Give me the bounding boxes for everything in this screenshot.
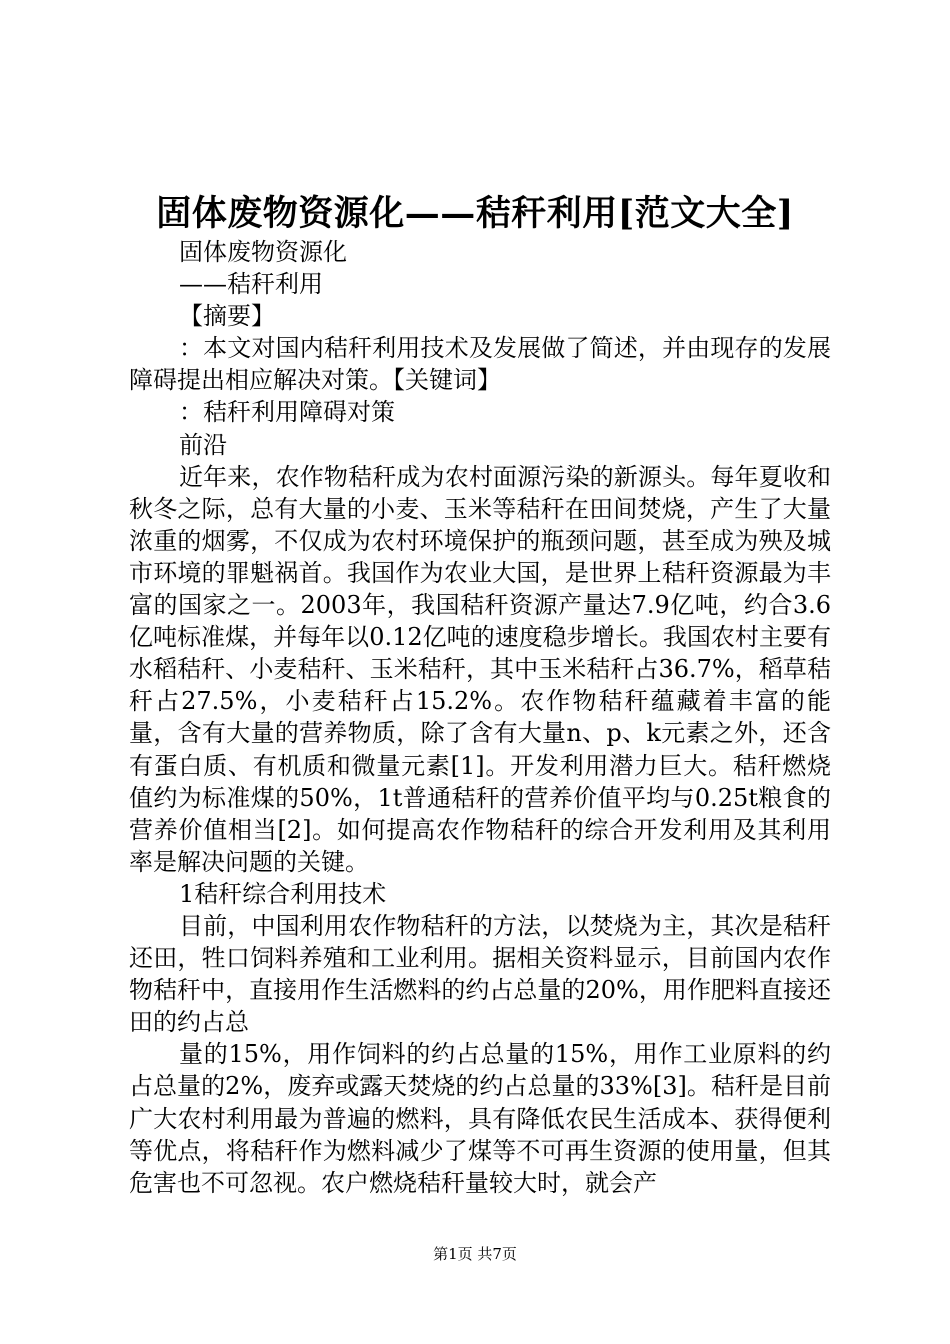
paragraph-3: 量的15%，用作饲料的约占总量的15%，用作工业原料的约占总量的2%，废弃或露天焚烧的约占总量的33%[3]。秸秆是目前广大农村利用最为普遍的燃料，具有降低农民生活成本、获得便利等优点，将秸秆作为燃料减少了煤等不可再生资源的使用量，但其危害也不可忽视。农户燃烧秸秆量较大时，就会产: [129, 1040, 831, 1197]
document-body: [129, 236, 831, 1199]
subtitle-line-1: 固体废物资源化: [179, 238, 347, 266]
foreword-heading: 前沿: [179, 430, 227, 459]
paragraph-1: 近年来，农作物秸秆成为农村面源污染的新源头。每年夏收和秋冬之际，总有大量的小麦、玉米等秸秆在田间焚烧，产生了大量浓重的烟雾，不仅成为农村环境保护的瓶颈问题，甚至成为殃及城市环境的罪魁祸首。我国作为农业大国，是世界上秸秆资源最为丰富的国家之一。2003年，我国秸秆资源产量达7.9亿吨，约合3.6亿吨标准煤，并每年以0.12亿吨的速度稳步增长。我国农村主要有水稻秸秆、小麦秸秆、玉米秸秆，其中玉米秸秆占36.7%，稻草秸秆占27.5%，小麦秸秆占15.2%。农作物秸秆蕴藏着丰富的能量，含有大量的营养物质，除了含有大量n、p、k元素之外，还含有蛋白质、有机质和微量元素[1]。开发利用潜力巨大。秸秆燃烧值约为标准煤的50%，1t普通秸秆的营养价值平均与0.25t粮食的营养价值相当[2]。如何提高农作物秸秆的综合开发利用及其利用率是解决问题的关键。: [129, 462, 831, 876]
subtitle-line-2: ——秸秆利用: [179, 270, 323, 299]
page-footer: 第1页 共7页: [433, 1245, 517, 1263]
document-title: 固体废物资源化——秸秆利用[范文大全]: [156, 193, 794, 234]
keywords-text: ：秸秆利用障碍对策: [179, 398, 395, 427]
paragraph-2: 目前，中国利用农作物秸秆的方法，以焚烧为主，其次是秸秆还田，牲口饲料养殖和工业利用。据相关资料显示，目前国内农作物秸秆中，直接用作生活燃料的约占总量的20%，用作肥料直接还田的约占总: [129, 911, 831, 1037]
section-1-heading: 1秸秆综合利用技术: [179, 879, 387, 908]
abstract-heading: 【摘要】: [179, 302, 275, 331]
abstract-text: ：本文对国内秸秆利用技术及发展做了简述，并由现存的发展障碍提出相应解决对策。【关键词】: [129, 334, 831, 395]
